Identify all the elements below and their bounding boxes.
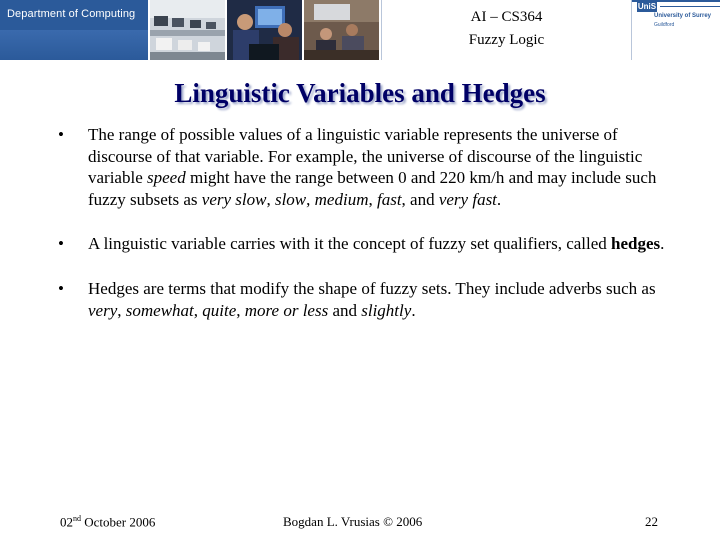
separator: , xyxy=(193,300,203,320)
unis-logo: UniS xyxy=(637,2,657,11)
university-name: University of Surrey xyxy=(654,13,712,19)
bullet-item xyxy=(58,233,668,255)
course-topic: Fuzzy Logic xyxy=(468,32,545,48)
separator: and xyxy=(328,300,362,320)
lab-photo xyxy=(150,0,225,60)
separator: , xyxy=(117,300,126,320)
separator: , xyxy=(306,189,315,209)
bullet-icon: • xyxy=(58,125,64,144)
date-day: 02 xyxy=(60,514,73,530)
footer-date xyxy=(60,514,155,530)
term-hedges: hedges xyxy=(611,234,661,254)
term-very-fast: very fast xyxy=(438,189,497,209)
bullet-text: The range of possible values of a linguistic variable represents the universe of discourse of that variable. For example, the universe of discourse of the linguistic variable xyxy=(88,125,643,188)
bullet-icon: • xyxy=(58,234,64,254)
term-very: very xyxy=(88,300,118,320)
lecture-photo xyxy=(304,0,379,60)
separator: , xyxy=(236,300,245,320)
department-name: Department of Computing xyxy=(7,8,136,20)
bullet-text: A linguistic variable carries with it the concept of fuzzy set qualifiers, called xyxy=(88,234,612,254)
term-more-or-less: more or less xyxy=(244,300,329,320)
students-photo xyxy=(227,0,302,60)
slide-title: Linguistic Variables and Hedges xyxy=(174,78,546,108)
term-slightly: slightly xyxy=(361,300,412,320)
page-number: 22 xyxy=(645,514,658,529)
bullet-text: Hedges are terms that modify the shape of fuzzy sets. They include adverbs such as xyxy=(88,278,656,298)
separator: , xyxy=(368,189,377,209)
footer-author: Bogdan L. Vrusias © 2006 xyxy=(283,514,423,529)
term-medium: medium xyxy=(314,189,369,209)
course-code: AI – CS364 xyxy=(470,9,543,25)
department-stripe xyxy=(0,30,148,60)
university-town: Guildford xyxy=(654,22,675,28)
separator: , xyxy=(266,189,275,209)
term-fast: fast xyxy=(376,189,402,209)
sentence-end: . xyxy=(411,300,416,320)
bullet-item xyxy=(58,278,668,321)
term-very-slow: very slow xyxy=(201,189,267,209)
separator: , and xyxy=(401,189,439,209)
logo-separator xyxy=(660,6,720,7)
sentence-end: . xyxy=(660,234,665,254)
department-bar xyxy=(0,0,148,60)
term-slow: slow xyxy=(274,189,307,209)
bullet-icon: • xyxy=(58,278,64,298)
bullet-text: might have the range between 0 and 220 km/h and may include such fuzzy subsets as xyxy=(88,168,657,209)
date-rest: October 2006 xyxy=(81,514,156,530)
date-suffix: nd xyxy=(73,514,81,523)
term-speed: speed xyxy=(147,168,186,188)
sentence-end: . xyxy=(496,189,502,209)
term-somewhat: somewhat xyxy=(125,300,194,320)
university-logo-area xyxy=(632,0,720,60)
bullet-list xyxy=(58,124,668,321)
term-quite: quite xyxy=(202,300,237,320)
header-banner xyxy=(0,0,720,60)
course-title-box xyxy=(381,0,632,60)
bullet-item xyxy=(58,124,668,210)
